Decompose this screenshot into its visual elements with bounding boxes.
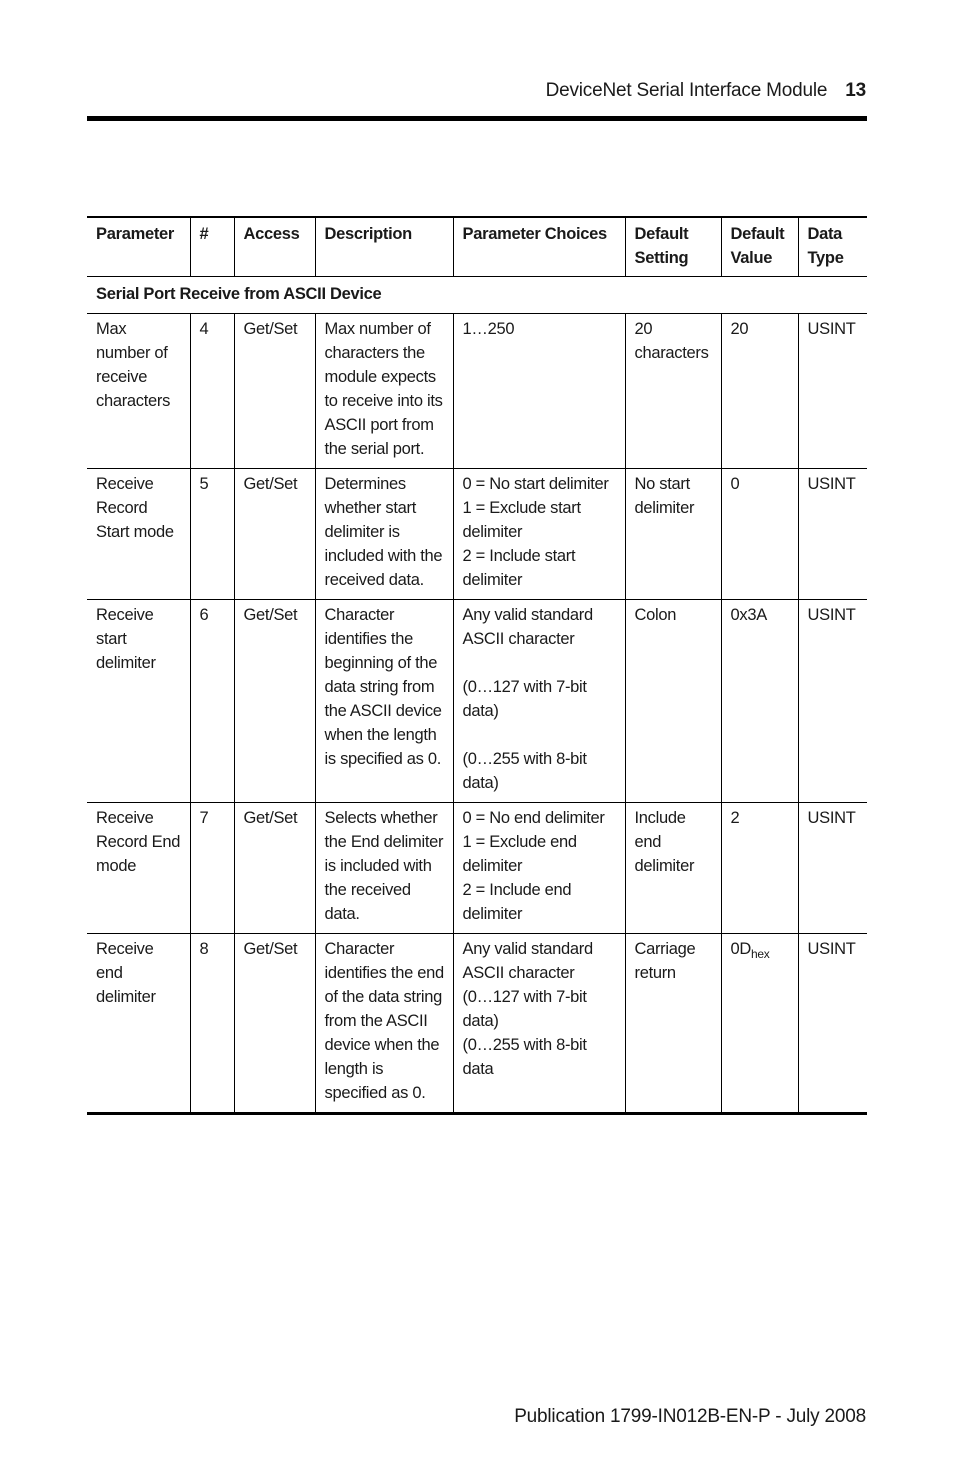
choices-cell [453, 803, 625, 934]
description-cell: Character identifies the end of the data string from the ASCII device when the length is specified as 0. [315, 934, 453, 1114]
table-header-row [87, 217, 867, 277]
data-type-cell: USINT [798, 803, 867, 934]
default-value-cell [721, 314, 798, 469]
choice-line: 1…250 [462, 320, 515, 338]
default-setting-cell: Colon [625, 600, 721, 803]
default-value-subscript: hex [751, 947, 770, 961]
choice-line: 2 = Include start delimiter [462, 547, 576, 589]
default-value-cell [721, 469, 798, 600]
choice-line: 1 = Exclude start delimiter [462, 499, 581, 541]
description-cell: Max number of characters the module expects to receive into its ASCII port from the serial port. [315, 314, 453, 469]
default-setting-cell: No start delimiter [625, 469, 721, 600]
access-cell: Get/Set [234, 600, 315, 803]
data-type-cell: USINT [798, 314, 867, 469]
column-header: Access [234, 217, 315, 277]
column-header: Description [315, 217, 453, 277]
choice-line [463, 723, 617, 747]
choices-cell [453, 314, 625, 469]
choice-line: Any valid standard ASCII character [462, 940, 593, 982]
default-value: 2 [730, 809, 740, 827]
parameter-cell: Receive Record End mode [87, 803, 190, 934]
default-value-cell [721, 600, 798, 803]
section-row [87, 277, 867, 314]
choice-line: 0 = No start delimiter [462, 475, 609, 493]
header-rule [87, 116, 867, 121]
default-value: 0x3A [730, 606, 767, 624]
section-title: Serial Port Receive from ASCII Device [87, 277, 867, 314]
choice-line: (0…255 with 8-bit data) [462, 750, 587, 792]
default-setting-cell: Include end delimiter [625, 803, 721, 934]
table-row [87, 600, 867, 803]
column-header: Default Value [721, 217, 798, 277]
parameter-cell: Receive start delimiter [87, 600, 190, 803]
table-row [87, 469, 867, 600]
access-cell: Get/Set [234, 934, 315, 1114]
column-header: Parameter [87, 217, 190, 277]
column-header: Default Setting [625, 217, 721, 277]
number-cell: 4 [190, 314, 234, 469]
column-header: Data Type [798, 217, 867, 277]
choice-line: 2 = Include end delimiter [462, 881, 572, 923]
parameter-cell: Receive end delimiter [87, 934, 190, 1114]
choice-line: 0 = No end delimiter [462, 809, 605, 827]
default-value-cell [721, 803, 798, 934]
header-title: DeviceNet Serial Interface Module [545, 80, 828, 101]
description-cell: Determines whether start delimiter is included with the received data. [315, 469, 453, 600]
access-cell: Get/Set [234, 314, 315, 469]
choice-line: (0…127 with 7-bit data) [462, 678, 587, 720]
publication-footer: Publication 1799-IN012B-EN-P - July 2008 [514, 1406, 866, 1427]
number-cell: 7 [190, 803, 234, 934]
choices-cell [453, 934, 625, 1114]
column-header: # [190, 217, 234, 277]
access-cell: Get/Set [234, 469, 315, 600]
default-setting-cell: Carriage return [625, 934, 721, 1114]
default-setting-cell: 20 characters [625, 314, 721, 469]
description-cell: Character identifies the beginning of the data string from the ASCII device when the length is specified as 0. [315, 600, 453, 803]
choice-line: 1 = Exclude end delimiter [462, 833, 577, 875]
table-row [87, 314, 867, 469]
access-cell: Get/Set [234, 803, 315, 934]
number-cell: 6 [190, 600, 234, 803]
table-row [87, 803, 867, 934]
choice-line: (0…255 with 8-bit data [462, 1036, 587, 1078]
page-header [88, 80, 866, 108]
choice-line [463, 651, 617, 675]
parameter-cell: Max number of receive characters [87, 314, 190, 469]
default-value-cell [721, 934, 798, 1114]
choices-cell [453, 469, 625, 600]
table-row [87, 934, 867, 1114]
choice-line: Any valid standard ASCII character [462, 606, 593, 648]
number-cell: 8 [190, 934, 234, 1114]
default-value: 0D [730, 940, 751, 958]
data-type-cell: USINT [798, 469, 867, 600]
column-header: Parameter Choices [453, 217, 625, 277]
choices-cell [453, 600, 625, 803]
choice-line: (0…127 with 7-bit data) [462, 988, 587, 1030]
data-type-cell: USINT [798, 600, 867, 803]
parameter-cell: Receive Record Start mode [87, 469, 190, 600]
page-number: 13 [845, 80, 866, 101]
default-value: 20 [730, 320, 749, 338]
description-cell: Selects whether the End delimiter is included with the received data. [315, 803, 453, 934]
number-cell: 5 [190, 469, 234, 600]
parameter-table [87, 216, 867, 1115]
data-type-cell: USINT [798, 934, 867, 1114]
default-value: 0 [730, 475, 740, 493]
